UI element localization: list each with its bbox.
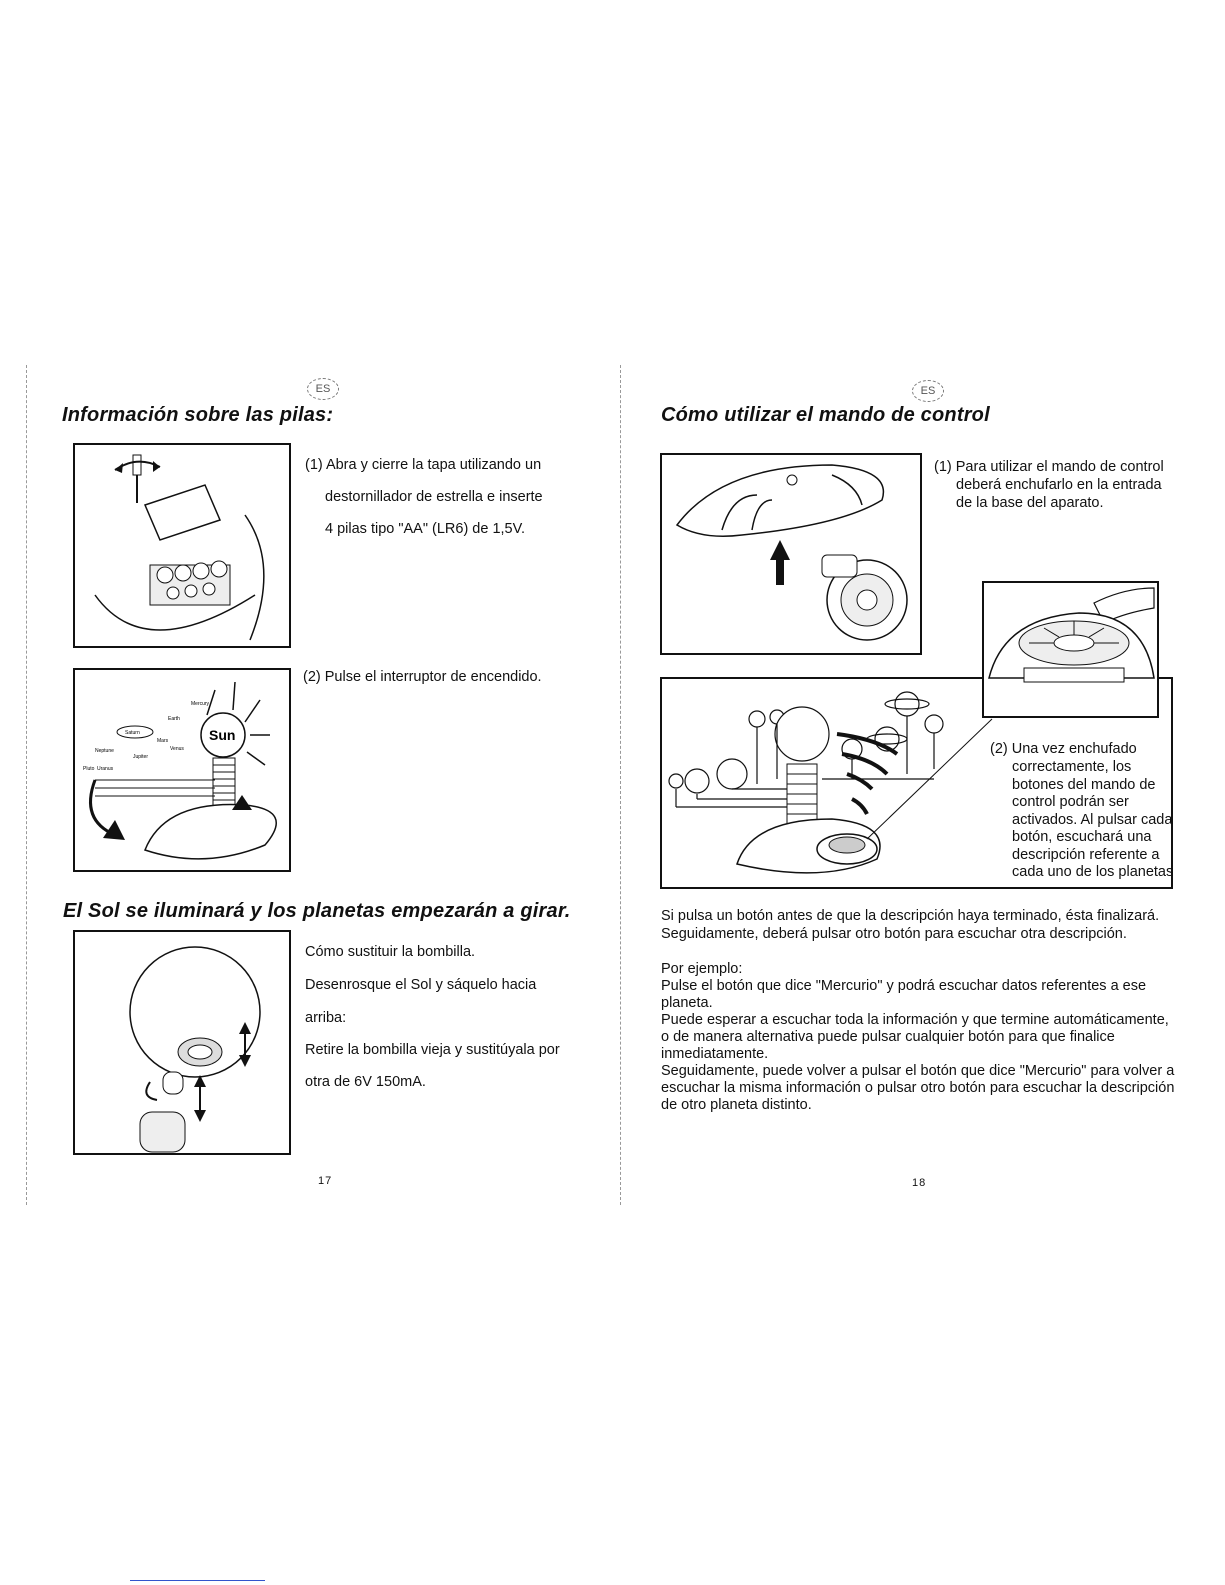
- example-line2: planeta.: [661, 995, 713, 1011]
- example-line8: de otro planeta distinto.: [661, 1097, 812, 1113]
- heading-control-usage: Cómo utilizar el mando de control: [661, 404, 990, 426]
- ctrl2-line3: botones del mando de: [1012, 777, 1156, 793]
- ctrl2-line6: botón, escuchará una: [1012, 829, 1152, 845]
- example-line6: Seguidamente, puede volver a pulsar el botón que dice "Mercurio" para volver a: [661, 1063, 1175, 1079]
- label-neptune: Neptune: [95, 748, 114, 754]
- ctrl2-line5: activados. Al pulsar cada: [1012, 812, 1173, 828]
- label-pluto: Pluto: [83, 766, 95, 772]
- label-jupiter: Jupiter: [133, 754, 149, 760]
- example-line7: escuchar la misma información o pulsar otro botón para escuchar la descripción: [661, 1080, 1175, 1096]
- example-line5: inmediatamente.: [661, 1046, 769, 1062]
- ctrl1-line2: deberá enchufarlo en la entrada: [956, 477, 1162, 493]
- bottom-blue-line: [130, 1580, 265, 1581]
- step1-line1: (1) Abra y cierre la tapa utilizando un: [305, 457, 542, 473]
- para1-line1: Si pulsa un botón antes de que la descripción haya terminado, ésta finalizará.: [661, 908, 1160, 924]
- ctrl2-line2: correctamente, los: [1012, 759, 1132, 775]
- example-line3: Puede esperar a escuchar toda la información y que termine automáticamente,: [661, 1012, 1169, 1028]
- ctrl2-line1: (2) Una vez enchufado: [990, 741, 1137, 757]
- heading-battery-info: Información sobre las pilas:: [62, 404, 334, 426]
- example-line4: o de manera alternativa puede pulsar cualquier botón para que finalice: [661, 1029, 1115, 1045]
- label-mars: Mars: [157, 738, 169, 744]
- planetarium-illustration: [75, 670, 289, 870]
- ctrl1-line3: de la base del aparato.: [956, 495, 1104, 511]
- step1-line2: destornillador de estrella e inserte: [325, 489, 543, 505]
- bulb-line4: Retire la bombilla vieja y sustitúyala por: [305, 1042, 560, 1058]
- page-number-right: 18: [912, 1177, 927, 1189]
- figure-plug-remote: [660, 453, 922, 655]
- bulb-line5: otra de 6V 150mA.: [305, 1074, 426, 1090]
- step2-text: (2) Pulse el interruptor de encendido.: [303, 669, 542, 685]
- ctrl1-line1: (1) Para utilizar el mando de control: [934, 459, 1164, 475]
- language-badge: ES: [307, 378, 339, 400]
- para1-line2: Seguidamente, deberá pulsar otro botón para escuchar otra descripción.: [661, 926, 1127, 942]
- bulb-line2: Desenrosque el Sol y sáquelo hacia: [305, 977, 537, 993]
- language-badge-right: ES: [912, 380, 944, 402]
- battery-illustration: [75, 445, 289, 646]
- bulb-line1: Cómo sustituir la bombilla.: [305, 944, 476, 960]
- center-fold-line: [620, 365, 621, 1205]
- bulb-line3: arriba:: [305, 1010, 347, 1026]
- left-binding-edge: [26, 365, 27, 1205]
- figure-planetarium-power: [73, 668, 291, 872]
- label-saturn: Saturn: [125, 730, 140, 736]
- step1-line3: 4 pilas tipo "AA" (LR6) de 1,5V.: [325, 521, 525, 537]
- label-sun: Sun: [209, 727, 236, 743]
- label-earth: Earth: [168, 716, 180, 722]
- label-mercury: Mercury: [191, 701, 210, 707]
- label-uranus: Uranus: [97, 766, 114, 772]
- ctrl2-line4: control podrán ser: [1012, 794, 1129, 810]
- hand-remote-illustration: [984, 583, 1157, 716]
- label-venus: Venus: [170, 746, 184, 752]
- figure-battery-compartment: [73, 443, 291, 648]
- figure-bulb-replacement: [73, 930, 291, 1155]
- figure-hand-pressing-remote: [982, 581, 1159, 718]
- page-number-left: 17: [318, 1175, 333, 1187]
- bulb-illustration: [75, 932, 289, 1153]
- ctrl2-line8: cada uno de los planetas: [1012, 864, 1174, 880]
- example-label: Por ejemplo:: [661, 961, 743, 977]
- example-line1: Pulse el botón que dice "Mercurio" y podrá escuchar datos referentes a ese: [661, 978, 1147, 994]
- heading-sun-illuminates: El Sol se iluminará y los planetas empezarán a girar.: [63, 900, 571, 922]
- plug-remote-illustration: [662, 455, 920, 653]
- ctrl2-line7: descripción referente a: [1012, 847, 1160, 863]
